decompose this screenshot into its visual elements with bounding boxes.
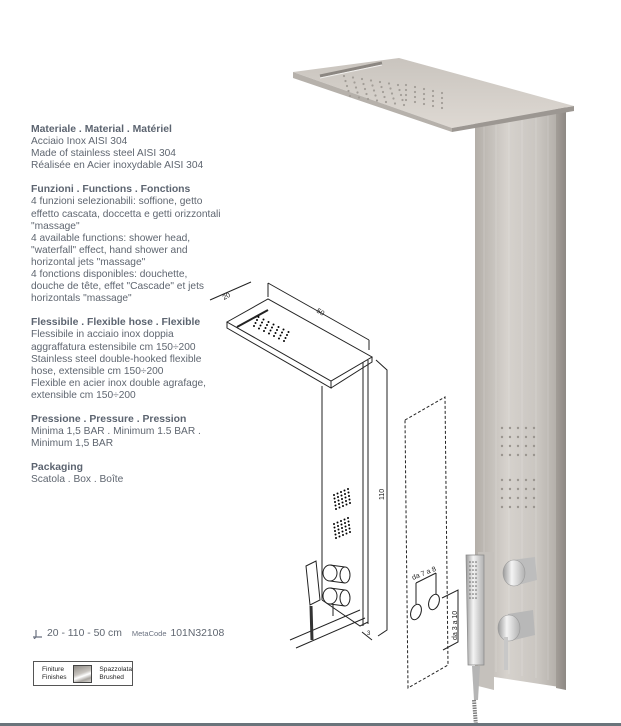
drawing-nozzle	[344, 490, 346, 492]
drawing-nozzle	[334, 498, 336, 500]
drawing-nozzle	[346, 533, 348, 535]
body-jet-nozzle	[525, 497, 527, 499]
metacode-label: MetaCode	[131, 629, 167, 638]
hand-shower-nozzle	[475, 593, 477, 595]
finish-label-en: Finishes	[42, 673, 67, 681]
body-jet-nozzle	[533, 436, 535, 438]
body-jet-nozzle	[509, 427, 511, 429]
body-jet-nozzle	[533, 479, 535, 481]
drawing-nozzle	[342, 505, 344, 507]
drawing-nozzle	[268, 333, 270, 335]
finish-value-en: Brushed	[99, 673, 124, 681]
body-jet-nozzle	[525, 488, 527, 490]
dim-height-label: 110	[379, 488, 386, 500]
drawing-nozzle	[341, 498, 343, 500]
rain-nozzle	[405, 89, 407, 91]
rain-nozzle	[370, 79, 372, 81]
drawing-nozzle	[339, 536, 341, 538]
rain-nozzle	[432, 100, 434, 102]
drawing-nozzle	[288, 331, 290, 333]
drawing-nozzle	[283, 340, 285, 342]
dimension-angle-icon	[31, 629, 43, 639]
rain-nozzle	[385, 101, 387, 103]
dim-width-label: 50	[315, 307, 326, 318]
spec-hose	[31, 317, 246, 402]
drawing-nozzle	[266, 324, 268, 326]
drawing-nozzle	[333, 523, 335, 525]
drawing-nozzle	[348, 492, 350, 494]
drawing-nozzle	[278, 326, 280, 328]
rain-nozzle	[441, 97, 443, 99]
drawing-nozzle	[258, 316, 260, 318]
rain-nozzle	[405, 99, 407, 101]
drawing-nozzle	[278, 338, 280, 340]
spec-title: Packaging	[31, 462, 83, 474]
drawing-nozzle	[346, 504, 348, 506]
drawing-nozzle	[341, 495, 343, 497]
drawing-nozzle	[261, 322, 263, 324]
hand-shower-nozzle	[475, 577, 477, 579]
rain-nozzle	[432, 90, 434, 92]
spec-pressure	[31, 414, 246, 450]
finish-labels	[34, 666, 67, 682]
spec-body: Scatola . Box . Boîte	[31, 474, 124, 486]
rain-nozzle	[432, 95, 434, 97]
dimensions-text: 20 - 110 - 50 cm	[47, 628, 122, 639]
hand-shower-nozzle	[475, 565, 477, 567]
hand-shower-nozzle	[475, 589, 477, 591]
drawing-nozzle	[334, 530, 336, 532]
rain-nozzle	[423, 98, 425, 100]
hand-shower-nozzle	[475, 569, 477, 571]
spec-title: Funzioni . Functions . Fonctions	[31, 184, 191, 196]
body-jet-nozzle	[517, 454, 519, 456]
drawing-nozzle	[265, 327, 267, 329]
rain-nozzle	[362, 83, 364, 85]
drawing-nozzle	[340, 520, 342, 522]
rain-nozzle	[389, 87, 391, 89]
spec-title: Materiale . Material . Matériel	[31, 124, 172, 135]
rain-nozzle	[352, 76, 354, 78]
rain-nozzle	[343, 75, 345, 77]
drawing-nozzle	[344, 519, 346, 521]
body-jet-nozzle	[533, 497, 535, 499]
drawing-nozzle	[337, 525, 339, 527]
rain-nozzle	[403, 104, 405, 106]
drawing-nozzle	[335, 534, 337, 536]
rain-nozzle	[383, 96, 385, 98]
rain-nozzle	[346, 85, 348, 87]
rain-nozzle	[353, 81, 355, 83]
drawing-nozzle	[260, 325, 262, 327]
body-jet-nozzle	[517, 506, 519, 508]
dim-hole-offset-label: da 3 a 10	[452, 610, 459, 640]
drawing-nozzle	[340, 491, 342, 493]
dim-depth-label: 20	[221, 291, 232, 302]
body-jet-nozzle	[517, 479, 519, 481]
rain-nozzle	[441, 107, 443, 109]
hand-shower-nozzle	[472, 577, 474, 579]
rain-nozzle	[392, 97, 394, 99]
rain-nozzle	[423, 88, 425, 90]
rain-nozzle	[414, 91, 416, 93]
drawing-nozzle	[349, 528, 351, 530]
body-jet-nozzle	[517, 488, 519, 490]
hand-shower-nozzle	[469, 581, 471, 583]
drawing-nozzle	[348, 524, 350, 526]
drawing-nozzle	[263, 319, 265, 321]
hand-shower-nozzle	[469, 593, 471, 595]
drawing-nozzle	[335, 508, 337, 510]
spec-material	[31, 124, 246, 172]
body-jet-nozzle	[525, 436, 527, 438]
finish-label-it: Finiture	[42, 665, 64, 673]
drawing-nozzle	[273, 335, 275, 337]
hand-shower-nozzle	[475, 597, 477, 599]
body-jet-nozzle	[525, 454, 527, 456]
body-jet-nozzle	[501, 479, 503, 481]
rain-nozzle	[365, 93, 367, 95]
dim-thickness-label: 3	[367, 631, 371, 637]
drawing-nozzle	[337, 522, 339, 524]
drawing-nozzle	[338, 500, 340, 502]
spec-title: Flessibile . Flexible hose . Flexible	[31, 317, 201, 329]
drawing-nozzle	[276, 329, 278, 331]
hand-shower-nozzle	[475, 585, 477, 587]
hand-shower-nozzle	[472, 565, 474, 567]
drawing-nozzle	[334, 527, 336, 529]
drawing-nozzle	[286, 334, 288, 336]
finish-legend	[33, 661, 133, 686]
drawing-nozzle	[345, 497, 347, 499]
drawing-nozzle	[342, 502, 344, 504]
drawing-nozzle	[344, 522, 346, 524]
body-jet-nozzle	[509, 479, 511, 481]
finish-value-it: Spazzolata	[99, 665, 132, 673]
body-jet-nozzle	[525, 427, 527, 429]
drawing-nozzle	[273, 324, 275, 326]
drawing-nozzle	[349, 499, 351, 501]
rain-nozzle	[414, 101, 416, 103]
drawing-nozzle	[255, 322, 257, 324]
rain-nozzle	[405, 84, 407, 86]
body-jet-nozzle	[533, 506, 535, 508]
drawing-nozzle	[335, 537, 337, 539]
rain-nozzle	[414, 96, 416, 98]
hand-shower-nozzle	[475, 561, 477, 563]
hand-shower-nozzle	[469, 573, 471, 575]
body-jet-nozzle	[501, 454, 503, 456]
rain-nozzle	[374, 94, 376, 96]
body-jet-nozzle	[533, 427, 535, 429]
rain-nozzle	[382, 91, 384, 93]
rain-nozzle	[441, 92, 443, 94]
body-jet-nozzle	[509, 445, 511, 447]
rain-nozzle	[432, 105, 434, 107]
hand-shower-nozzle	[469, 565, 471, 567]
hand-shower-nozzle	[472, 597, 474, 599]
drawing-nozzle	[337, 493, 339, 495]
drawing-nozzle	[337, 496, 339, 498]
rain-nozzle	[355, 86, 357, 88]
drawing-nozzle	[280, 335, 282, 337]
rain-nozzle	[391, 92, 393, 94]
drawing-nozzle	[345, 500, 347, 502]
rain-nozzle	[423, 93, 425, 95]
drawing-nozzle	[334, 501, 336, 503]
hand-shower-nozzle	[472, 585, 474, 587]
body-jet-nozzle	[509, 497, 511, 499]
metacode-value: 101N32108	[170, 628, 225, 639]
drawing-nozzle	[349, 531, 351, 533]
hand-shower-nozzle	[469, 569, 471, 571]
drawing-nozzle	[341, 527, 343, 529]
rain-nozzle	[397, 84, 399, 86]
drawing-nozzle	[339, 507, 341, 509]
finish-values	[92, 666, 132, 682]
body-jet-nozzle	[501, 427, 503, 429]
drawing-nozzle	[271, 327, 273, 329]
rain-nozzle	[441, 102, 443, 104]
drawing-nozzle	[335, 505, 337, 507]
hand-shower-nozzle	[472, 573, 474, 575]
body-jet-nozzle	[501, 506, 503, 508]
body-jet-nozzle	[525, 445, 527, 447]
rain-nozzle	[380, 86, 382, 88]
rain-nozzle	[401, 99, 403, 101]
rain-nozzle	[356, 91, 358, 93]
drawing-nozzle	[345, 529, 347, 531]
drawing-nozzle	[268, 321, 270, 323]
rain-nozzle	[376, 99, 378, 101]
rain-nozzle	[371, 84, 373, 86]
rain-nozzle	[358, 96, 360, 98]
hand-shower-nozzle	[472, 593, 474, 595]
body-jet-nozzle	[533, 488, 535, 490]
rain-nozzle	[361, 78, 363, 80]
hand-shower-nozzle	[469, 577, 471, 579]
drawing-nozzle	[270, 330, 272, 332]
drawing-nozzle	[341, 524, 343, 526]
hand-shower-nozzle	[469, 585, 471, 587]
hand-shower-nozzle	[472, 589, 474, 591]
drawing-nozzle	[348, 495, 350, 497]
body-jet-nozzle	[501, 488, 503, 490]
drawing-nozzle	[342, 534, 344, 536]
drawing-nozzle	[338, 503, 340, 505]
hand-shower-nozzle	[469, 589, 471, 591]
drawing-nozzle	[347, 488, 349, 490]
drawing-nozzle	[347, 517, 349, 519]
hand-shower-nozzle	[472, 569, 474, 571]
rain-nozzle	[344, 80, 346, 82]
drawing-nozzle	[333, 494, 335, 496]
spec-body: 4 funzioni selezionabili: soffione, getto effetto cascata, doccetta e getti orizzontali "massage" 4 available functions: shower head, "waterfall" effect, hand shower and horizontal jets "massage" 4 fonctions disponibles: douchette, douche de tête, effet "Cascade" et jets horizontals "massage"	[31, 196, 221, 305]
rain-nozzle	[405, 94, 407, 96]
body-jet-nozzle	[509, 436, 511, 438]
drawing-nozzle	[348, 521, 350, 523]
specifications	[31, 124, 246, 498]
dim-hole-spacing-label: da 7 a 8	[411, 565, 438, 582]
body-jet-nozzle	[525, 506, 527, 508]
hand-shower-nozzle	[475, 573, 477, 575]
rain-nozzle	[423, 103, 425, 105]
drawing-nozzle	[285, 337, 287, 339]
drawing-nozzle	[344, 493, 346, 495]
hand-shower-nozzle	[469, 561, 471, 563]
spec-title: Pressione . Pressure . Pression	[31, 413, 187, 425]
drawing-nozzle	[275, 332, 277, 334]
spec-body: Flessibile in acciaio inox doppia aggraffatura estensibile cm 150÷200 Stainless steel double-hooked flexible hose, extensible cm 150÷200 Flexible en acier inox double agrafage, extensible cm 150÷200	[31, 329, 206, 401]
spec-body: Acciaio Inox AISI 304 Made of stainless steel AISI 304 Réalisée en Acier inoxydable AISI 304	[31, 136, 204, 172]
rain-nozzle	[379, 81, 381, 83]
rain-nozzle	[388, 82, 390, 84]
rain-nozzle	[400, 94, 402, 96]
rain-nozzle	[394, 102, 396, 104]
drawing-nozzle	[258, 328, 260, 330]
rain-nozzle	[373, 89, 375, 91]
body-jet-nozzle	[533, 454, 535, 456]
hand-shower-nozzle	[469, 597, 471, 599]
rain-nozzle	[414, 86, 416, 88]
rain-nozzle	[398, 89, 400, 91]
hand-shower-nozzle	[472, 581, 474, 583]
drawing-nozzle	[263, 330, 265, 332]
spec-body: Minima 1,5 BAR . Minimum 1.5 BAR . Minimum 1,5 BAR	[31, 426, 201, 450]
body-jet-nozzle	[517, 497, 519, 499]
drawing-nozzle	[342, 531, 344, 533]
drawing-nozzle	[283, 329, 285, 331]
spec-functions	[31, 184, 246, 305]
body-jet-nozzle	[509, 488, 511, 490]
drawing-nozzle	[345, 526, 347, 528]
shower-panel-render	[293, 58, 574, 726]
dimensions-line	[31, 628, 224, 639]
rain-nozzle	[364, 88, 366, 90]
spec-packaging	[31, 462, 246, 486]
rain-nozzle	[349, 95, 351, 97]
drawing-nozzle	[281, 332, 283, 334]
body-jet-nozzle	[509, 506, 511, 508]
body-jet-nozzle	[517, 436, 519, 438]
drawing-nozzle	[338, 532, 340, 534]
hand-shower-nozzle	[472, 561, 474, 563]
drawing-nozzle	[338, 529, 340, 531]
drawing-nozzle	[253, 325, 255, 327]
drawing-nozzle	[349, 502, 351, 504]
rain-nozzle	[347, 90, 349, 92]
body-jet-nozzle	[501, 497, 503, 499]
body-jet-nozzle	[517, 427, 519, 429]
body-jet-nozzle	[525, 479, 527, 481]
body-jet-nozzle	[509, 454, 511, 456]
body-jet-nozzle	[533, 445, 535, 447]
body-jet-nozzle	[501, 445, 503, 447]
rain-nozzle	[367, 98, 369, 100]
body-jet-nozzle	[517, 445, 519, 447]
brushed-steel-swatch	[73, 665, 93, 683]
drawing-nozzle	[256, 319, 258, 321]
body-jet-nozzle	[501, 436, 503, 438]
hand-shower-nozzle	[475, 581, 477, 583]
wall-template-drawing	[405, 397, 448, 688]
